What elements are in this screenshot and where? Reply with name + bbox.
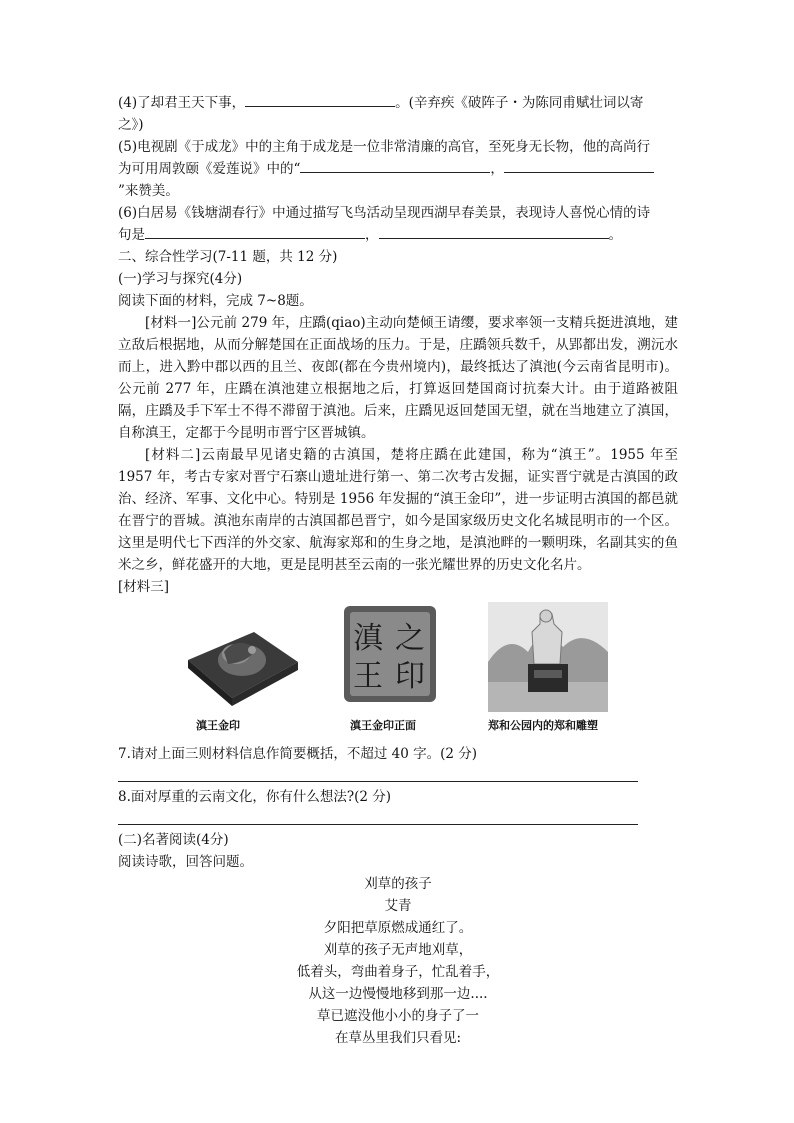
instruction: 阅读诗歌，回答问题。 [118, 854, 253, 870]
answer-blank[interactable] [145, 224, 365, 239]
section-heading: 二、综合性学习(7-11 题，共 12 分) [118, 249, 338, 265]
answer-blank[interactable] [504, 158, 654, 173]
question-4: (4)了却君王天下事， 。(辛弃疾《破阵子・为陈同甫赋壮词以寄 [118, 92, 678, 114]
poem [118, 873, 678, 1049]
question-5: (5)电视剧《于成龙》中的主角于成龙是一位非常清廉的高官，至死身无长物，他的高尚行 [118, 139, 651, 155]
seal-character: 王 [353, 659, 383, 694]
seal-face-photo [340, 602, 440, 707]
subsection-heading: (一)学习与探究(4分) [118, 271, 243, 287]
gold-seal-photo [176, 602, 306, 712]
instruction: 阅读下面的材料，完成 7~8题。 [118, 293, 313, 309]
poem-line: 低着头，弯曲着身子，忙乱着手， [296, 964, 500, 980]
answer-blank[interactable] [245, 92, 395, 107]
question-6: (6)白居易《钱塘湖春行》中通过描写飞鸟活动呈现西湖早春美景，表现诗人喜悦心情的诗 [118, 205, 651, 221]
answer-line[interactable] [118, 765, 638, 782]
zheng-he-statue-photo [488, 602, 608, 712]
seal-character: 滇 [353, 621, 383, 656]
poem-line: 草已遮没他小小的身子了一 [317, 1008, 479, 1024]
figure-caption: 滇王金印正面 [350, 719, 416, 732]
exam-page: (4)了却君王天下事， 。(辛弃疾《破阵子・为陈同甫赋壮词以寄 之》) (5)电视剧《于成龙》中的主角于成龙是一位非常清廉的高官，至死身无长物，他的高尚行 为可用周敦颐《爱莲说》中的“ ， ”来赞美。 (6)白居易《钱塘湖春行》中通过描写飞鸟活动呈现西湖早春美景，表现诗人喜悦心情的诗 句是 ， 。 二、综合性学习(7-11 题，共 12 分) (一)学习与探究(4分) 阅读下面的材料，完成 7~8题。 [材料一]公元前 279 年，庄蹻(qiao)主动向楚倾王请缨，要求率领一支精兵挺进滇地，建立敌后根据地，从而分解楚国在正面战场的压力。于是，庄蹻领兵数千，从郢都出发，溯沅水而上，进入黔中郡以西的且兰、夜郎(都在今贵州境内)，最终抵达了滇池(今云南省昆明市)。公元前 277 年，庄蹻在滇池建立根据地之后，打算返回楚国商讨抗秦大计。由于道路被阻隔，庄蹻及手下军士不得不滞留于滇池。后来，庄蹻见返回楚国无望，就在当地建立了滇国，自称滇王，定都于今昆明市晋宁区晋城镇。 [材料二]云南最早见诸史籍的古滇国，楚将庄蹻在此建国，称为“滇王”。1955 年至 1957 年，考古专家对晋宁石寨山遗址进行第一、第二次考古发掘，证实晋宁就是古滇国的政治、经济、军事、文化中心。特别是 1956 年发掘的“滇王金印”，进一步证明古滇国的都邑就在晋宁的晋城。滇池东南岸的古滇国都邑晋宁，如今是国家级历史文化名城昆明市的一个区。这里是明代七下西洋的外交家、航海家郑和的生身之地，是滇池畔的一颗明珠，名副其实的鱼米之乡，鲜花盛开的大地，更是昆明甚至云南的一张光耀世界的历史文化名片。 [材料三] 滇 王 之 印 滇王金印 滇王金印正面 郑和公园内的郑和雕塑 7.请对上面三则材料信息作简要概括，不超过 40 字。(2 分) 8.面对厚重的云南文化，你有什么想法?(2 分) (二)名著阅读(4分) 阅读诗歌，回答问题。 刈草的孩子 艾青 夕阳把草原燃成通红了。 刈草的孩子无声地刈草， 低着头，弯曲着身子，忙乱着手， 从这一边慢慢地移到那一边.... 草已遮没他小小的身子了一 在草丛里我们只看见: [118, 92, 678, 1049]
seal-character: 之 [395, 621, 425, 656]
subsection-heading: (二)名著阅读(4分) [118, 832, 229, 848]
question-7: 7.请对上面三则材料信息作简要概括，不超过 40 字。(2 分) [118, 746, 478, 762]
material-3-label: [材料三] [118, 579, 170, 595]
figure-caption: 滇王金印 [196, 719, 240, 732]
poem-author: 艾青 [384, 898, 412, 914]
answer-blank[interactable] [300, 158, 490, 173]
seal-character: 印 [395, 659, 425, 694]
poem-line: 刈草的孩子无声地刈草， [323, 942, 473, 958]
material-1: [材料一]公元前 279 年，庄蹻(qiao)主动向楚倾王请缨，要求率领一支精兵挺进滇地，建立敌后根据地，从而分解楚国在正面战场的压力。于是，庄蹻领兵数千，从郢都出发，溯沅水而上，进入黔中郡以西的且兰、夜郎(都在今贵州境内)，最终抵达了滇池(今云南省昆明市)。公元前 277 年，庄蹻在滇池建立根据地之后，打算返回楚国商讨抗秦大计。由于道路被阻隔，庄蹻及手下军士不得不滞留于滇池。后来，庄蹻见返回楚国无望，就在当地建立了滇国，自称滇王，定都于今昆明市晋宁区晋城镇。 [118, 315, 678, 441]
figure-caption: 郑和公园内的郑和雕塑 [488, 719, 598, 732]
material-3-figures [118, 602, 678, 737]
answer-blank[interactable] [379, 224, 609, 239]
question-8: 8.面对厚重的云南文化，你有什么想法?(2 分) [118, 789, 392, 805]
material-2: [材料二]云南最早见诸史籍的古滇国，楚将庄蹻在此建国，称为“滇王”。1955 年至 1957 年，考古专家对晋宁石寨山遗址进行第一、第二次考古发掘，证实晋宁就是古滇国的政治、经济、军事、文化中心。特别是 1956 年发掘的“滇王金印”，进一步证明古滇国的都邑就在晋宁的晋城。滇池东南岸的古滇国都邑晋宁，如今是国家级历史文化名城昆明市的一个区。这里是明代七下西洋的外交家、航海家郑和的生身之地，是滇池畔的一颗明珠，名副其实的鱼米之乡，鲜花盛开的大地，更是昆明甚至云南的一张光耀世界的历史文化名片。 [118, 447, 678, 573]
answer-line[interactable] [118, 808, 638, 825]
poem-title: 刈草的孩子 [364, 876, 432, 892]
poem-line: 从这一边慢慢地移到那一边.... [308, 986, 488, 1002]
poem-line: 在草丛里我们只看见: [334, 1030, 462, 1046]
poem-line: 夕阳把草原燃成通红了。 [323, 920, 473, 936]
